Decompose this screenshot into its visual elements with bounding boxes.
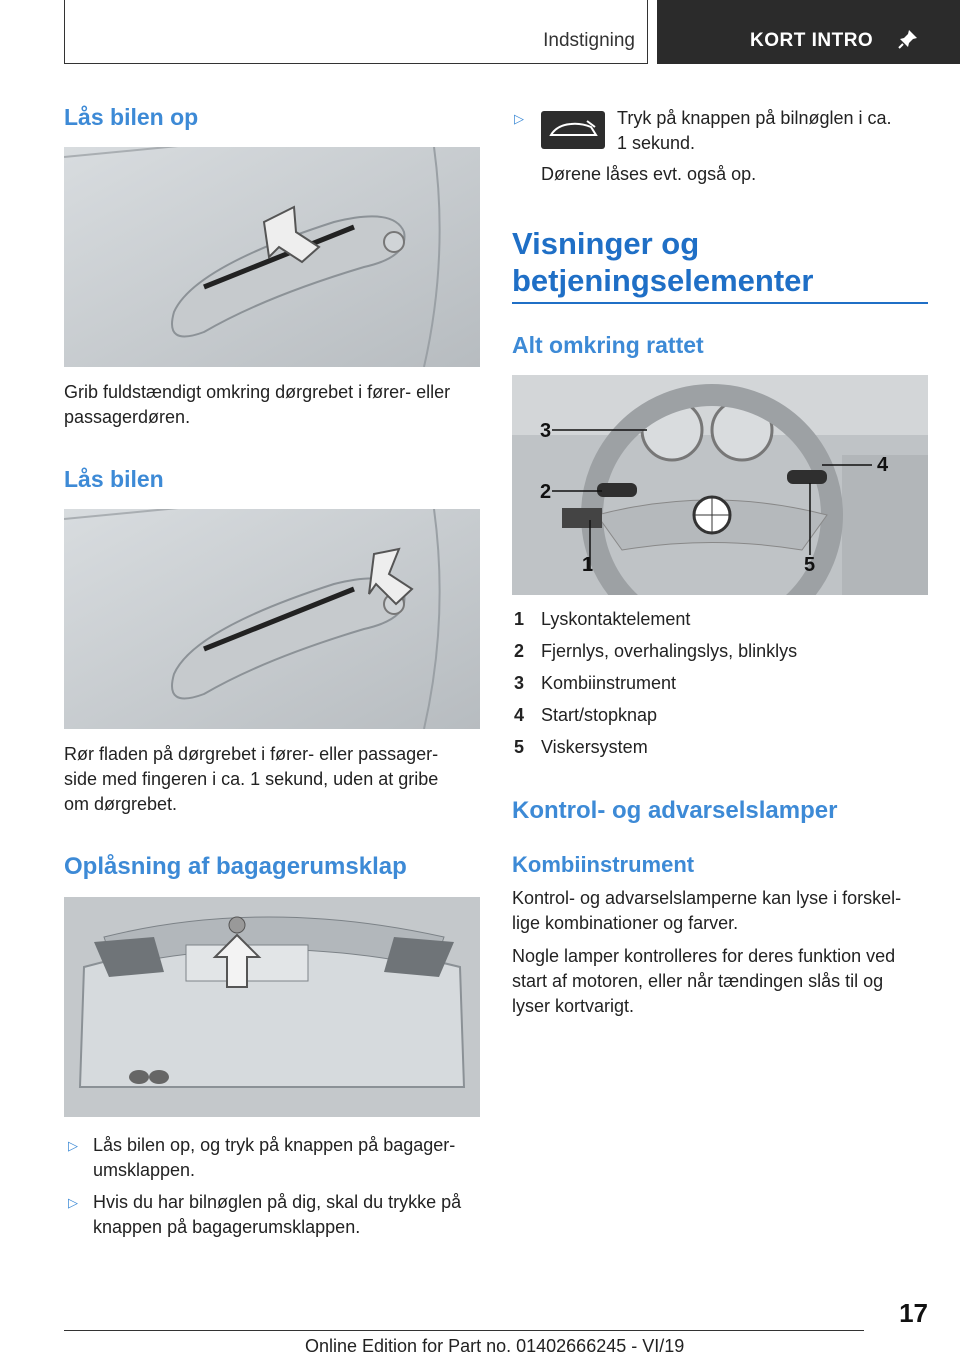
heading-trunk: Oplåsning af bagagerumsklap [64,853,407,880]
combi-text-line-1: Kontrol- og advarselslamperne kan lyse i forskel‐ [512,888,902,908]
combi-text-line-4: start af motoren, eller når tændingen slås til og [512,971,884,991]
callout-5: 5 [804,554,816,576]
legend-text: Kombiinstrument [541,673,677,693]
door-handle-lock-image [64,509,480,729]
lock-instructions-line-3: om dørgrebet. [64,794,178,814]
header-section-title: Indstigning [543,30,635,51]
trunk-image [64,897,480,1117]
legend-num: 3 [514,673,525,693]
legend-num: 4 [514,705,525,725]
combi-text-line-3: Nogle lamper kontrolleres for deres funktion ved [512,946,896,966]
heading-warning-lamps: Kontrol- og advarselslamper [512,797,838,824]
pin-icon [897,28,919,50]
key-note: Dørene låses evt. også op. [541,164,757,184]
unlock-instructions: Grib fuldstændigt omkring dørgrebet i fører- eller passagerdøren. [64,382,451,427]
bullet-marker-icon: ▷ [514,111,524,126]
trunk-key-button-icon [541,111,605,149]
legend-num: 1 [514,609,525,629]
legend-text: Viskersystem [541,737,648,757]
bullet-marker-icon: ▷ [68,1138,78,1153]
header-tab[interactable] [657,0,960,64]
legend-num: 2 [514,641,525,661]
key-bullet-line-2: 1 sekund. [617,133,696,153]
lock-instructions-line-2: side med fingeren i ca. 1 sekund, uden at gribe [64,769,439,789]
legend-num: 5 [514,737,525,757]
heading-lock: Lås bilen [64,466,164,492]
heading-main-line-2: betjeningselementer [512,263,814,298]
lock-instructions-line-1: Rør fladen på dørgrebet i fører- eller passager‐ [64,744,439,764]
combi-text-line-2: lige kombinationer og farver. [512,913,739,933]
trunk-bullet-2-line-2: knappen på bagagerumsklappen. [93,1217,361,1237]
trunk-bullet-1-line-1: Lås bilen op, og tryk på knappen på bagager‐ [93,1135,456,1155]
heading-unlock: Lås bilen op [64,104,199,130]
heading-main-line-1: Visninger og [512,226,700,261]
door-handle-unlock-image [64,147,480,367]
steering-wheel-image [512,375,928,595]
header-tab-label: KORT INTRO [750,30,874,51]
callout-4: 4 [877,454,889,476]
callout-3: 3 [540,420,552,442]
footer-rule [64,1330,864,1331]
legend-text: Fjernlys, overhalingslys, blinklys [541,641,798,661]
key-bullet-line-1: Tryk på knappen på bilnøglen i ca. [617,108,892,128]
heading-wheel: Alt omkring rattet [512,332,704,358]
legend-text: Lyskontaktelement [541,609,691,629]
trunk-bullet-2-line-1: Hvis du har bilnøglen på dig, skal du trykke på [93,1192,462,1212]
heading-combi: Kombiinstrument [512,852,695,877]
trunk-bullet-1-line-2: umsklappen. [93,1160,196,1180]
page-number: 17 [899,1298,928,1328]
header-section-box [64,0,648,64]
callout-1: 1 [582,554,594,576]
callout-2: 2 [540,481,552,503]
combi-text-line-5: lyser kortvarigt. [512,996,635,1016]
heading-rule [512,302,928,304]
footer-edition: Online Edition for Part no. 01402666245 - VI/19 [305,1336,685,1356]
legend-text: Start/stopknap [541,705,658,725]
bullet-marker-icon: ▷ [68,1195,78,1210]
